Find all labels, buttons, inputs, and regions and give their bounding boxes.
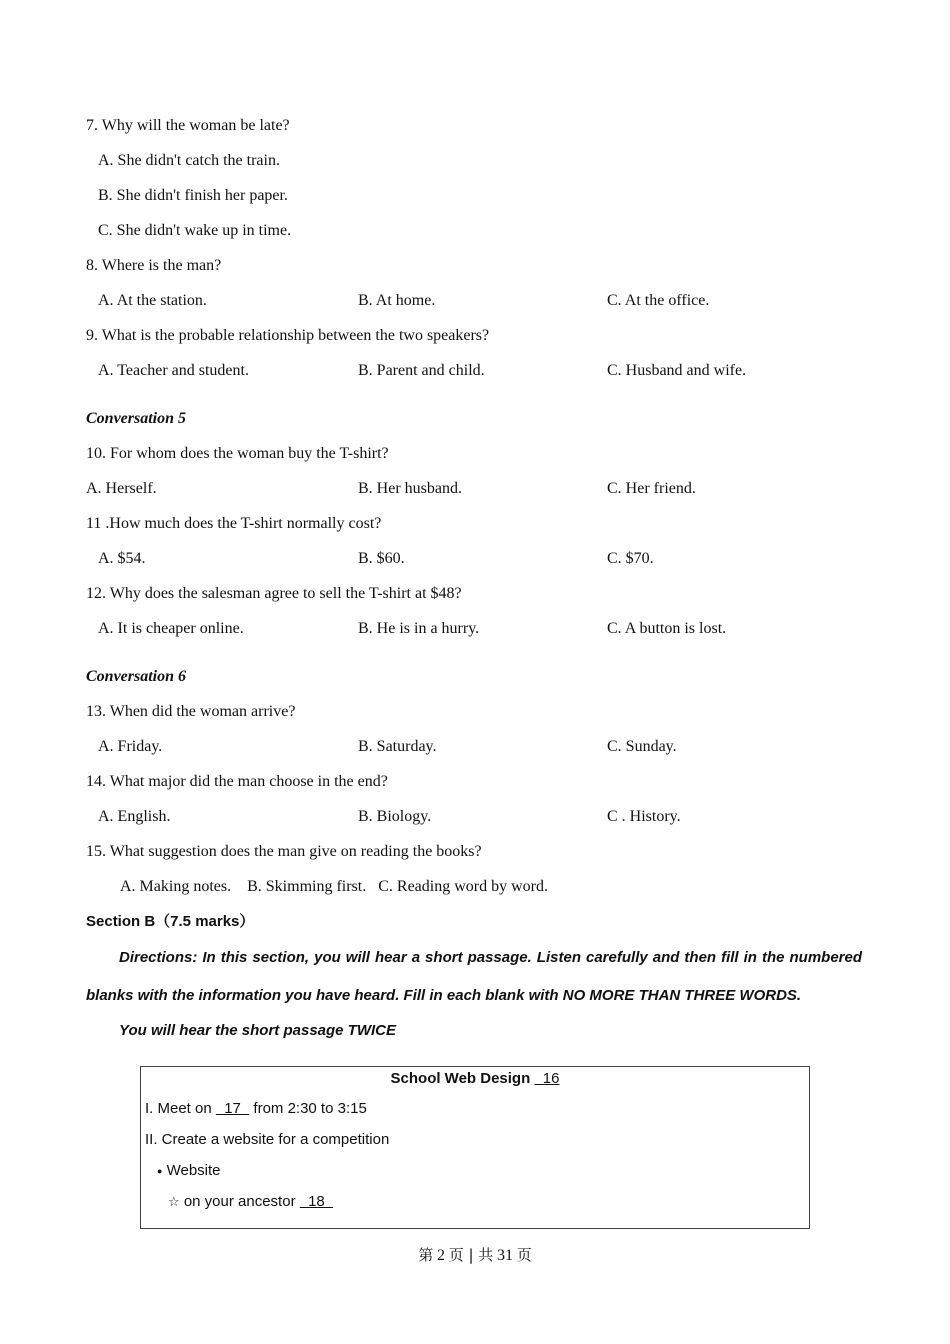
q10-option-c: C. Her friend. (607, 480, 696, 497)
q14-option-c: C . History. (607, 808, 681, 825)
bullet-icon: ● (157, 1166, 163, 1177)
q12-option-a: A. It is cheaper online. (98, 620, 244, 637)
question-7: 7. Why will the woman be late? (86, 117, 290, 134)
section-b-directions-line-1: Directions: In this section, you will hear a short passage. Listen carefully and then fill in the numbered (119, 949, 862, 966)
footer-page-number: 2 (436, 1247, 445, 1264)
q9-option-c: C. Husband and wife. (607, 362, 747, 379)
question-10: 10. For whom does the woman buy the T-shirt? (86, 445, 389, 462)
q8-option-a: A. At the station. (98, 292, 207, 309)
line-3-text: Website (166, 1162, 221, 1179)
question-13: 13. When did the woman arrive? (86, 703, 296, 720)
question-14: 14. What major did the man choose in the end? (86, 773, 388, 790)
q14-option-b: B. Biology. (358, 808, 432, 825)
q10-option-a: A. Herself. (86, 480, 157, 497)
table-line-2: II. Create a website for a competition (145, 1131, 390, 1148)
q8-option-c: C. At the office. (607, 292, 710, 309)
footer-total-pages: 31 (497, 1247, 514, 1264)
blank-17[interactable]: 17 (215, 1100, 250, 1117)
question-11: 11 .How much does the T-shirt normally cost? (86, 515, 382, 532)
table-line-1 (145, 1099, 367, 1119)
question-12: 12. Why does the salesman agree to sell the T-shirt at $48? (86, 585, 462, 602)
table-title-row (141, 1069, 809, 1089)
q13-option-c: C. Sunday. (607, 738, 677, 755)
fill-in-table (140, 1066, 810, 1229)
question-8: 8. Where is the man? (86, 257, 222, 274)
q13-option-a: A. Friday. (98, 738, 163, 755)
line-1-suffix: from 2:30 to 3:15 (253, 1100, 367, 1117)
q11-option-c: C. $70. (607, 550, 654, 567)
footer-suffix: 页 (516, 1246, 532, 1264)
section-b-title: Section B（7.5 marks） (86, 913, 255, 930)
table-line-4 (168, 1192, 333, 1212)
section-b-directions-line-3: You will hear the short passage TWICE (119, 1022, 396, 1039)
line-1-prefix: I. Meet on (145, 1100, 212, 1117)
q11-option-b: B. $60. (358, 550, 405, 567)
table-title: School Web Design (390, 1070, 531, 1087)
line-4-prefix: on your ancestor (183, 1193, 296, 1210)
blank-18[interactable]: 18 (299, 1193, 334, 1210)
footer-prefix: 第 (418, 1246, 434, 1264)
q7-option-a: A. She didn't catch the train. (98, 152, 280, 169)
q9-option-b: B. Parent and child. (358, 362, 485, 379)
q11-option-a: A. $54. (98, 550, 146, 567)
section-b-directions-line-2: blanks with the information you have heard. Fill in each blank with NO MORE THAN THREE WORDS. (86, 987, 802, 1004)
q10-option-b: B. Her husband. (358, 480, 462, 497)
question-9: 9. What is the probable relationship between the two speakers? (86, 327, 490, 344)
q15-options: A. Making notes. B. Skimming first. C. Reading word by word. (120, 878, 548, 895)
star-icon: ☆ (168, 1194, 180, 1209)
q7-option-c: C. She didn't wake up in time. (98, 222, 292, 239)
table-line-3 (157, 1161, 221, 1181)
question-15: 15. What suggestion does the man give on reading the books? (86, 843, 482, 860)
conversation-5-heading: Conversation 5 (86, 410, 187, 427)
conversation-6-heading: Conversation 6 (86, 668, 187, 685)
q12-option-c: C. A button is lost. (607, 620, 727, 637)
blank-16[interactable]: 16 (534, 1070, 560, 1087)
page-footer (0, 1245, 950, 1266)
q14-option-a: A. English. (98, 808, 171, 825)
q13-option-b: B. Saturday. (358, 738, 437, 755)
q9-option-a: A. Teacher and student. (98, 362, 249, 379)
q8-option-b: B. At home. (358, 292, 436, 309)
q7-option-b: B. She didn't finish her paper. (98, 187, 288, 204)
q12-option-b: B. He is in a hurry. (358, 620, 480, 637)
footer-middle: 页 | 共 (448, 1246, 494, 1264)
